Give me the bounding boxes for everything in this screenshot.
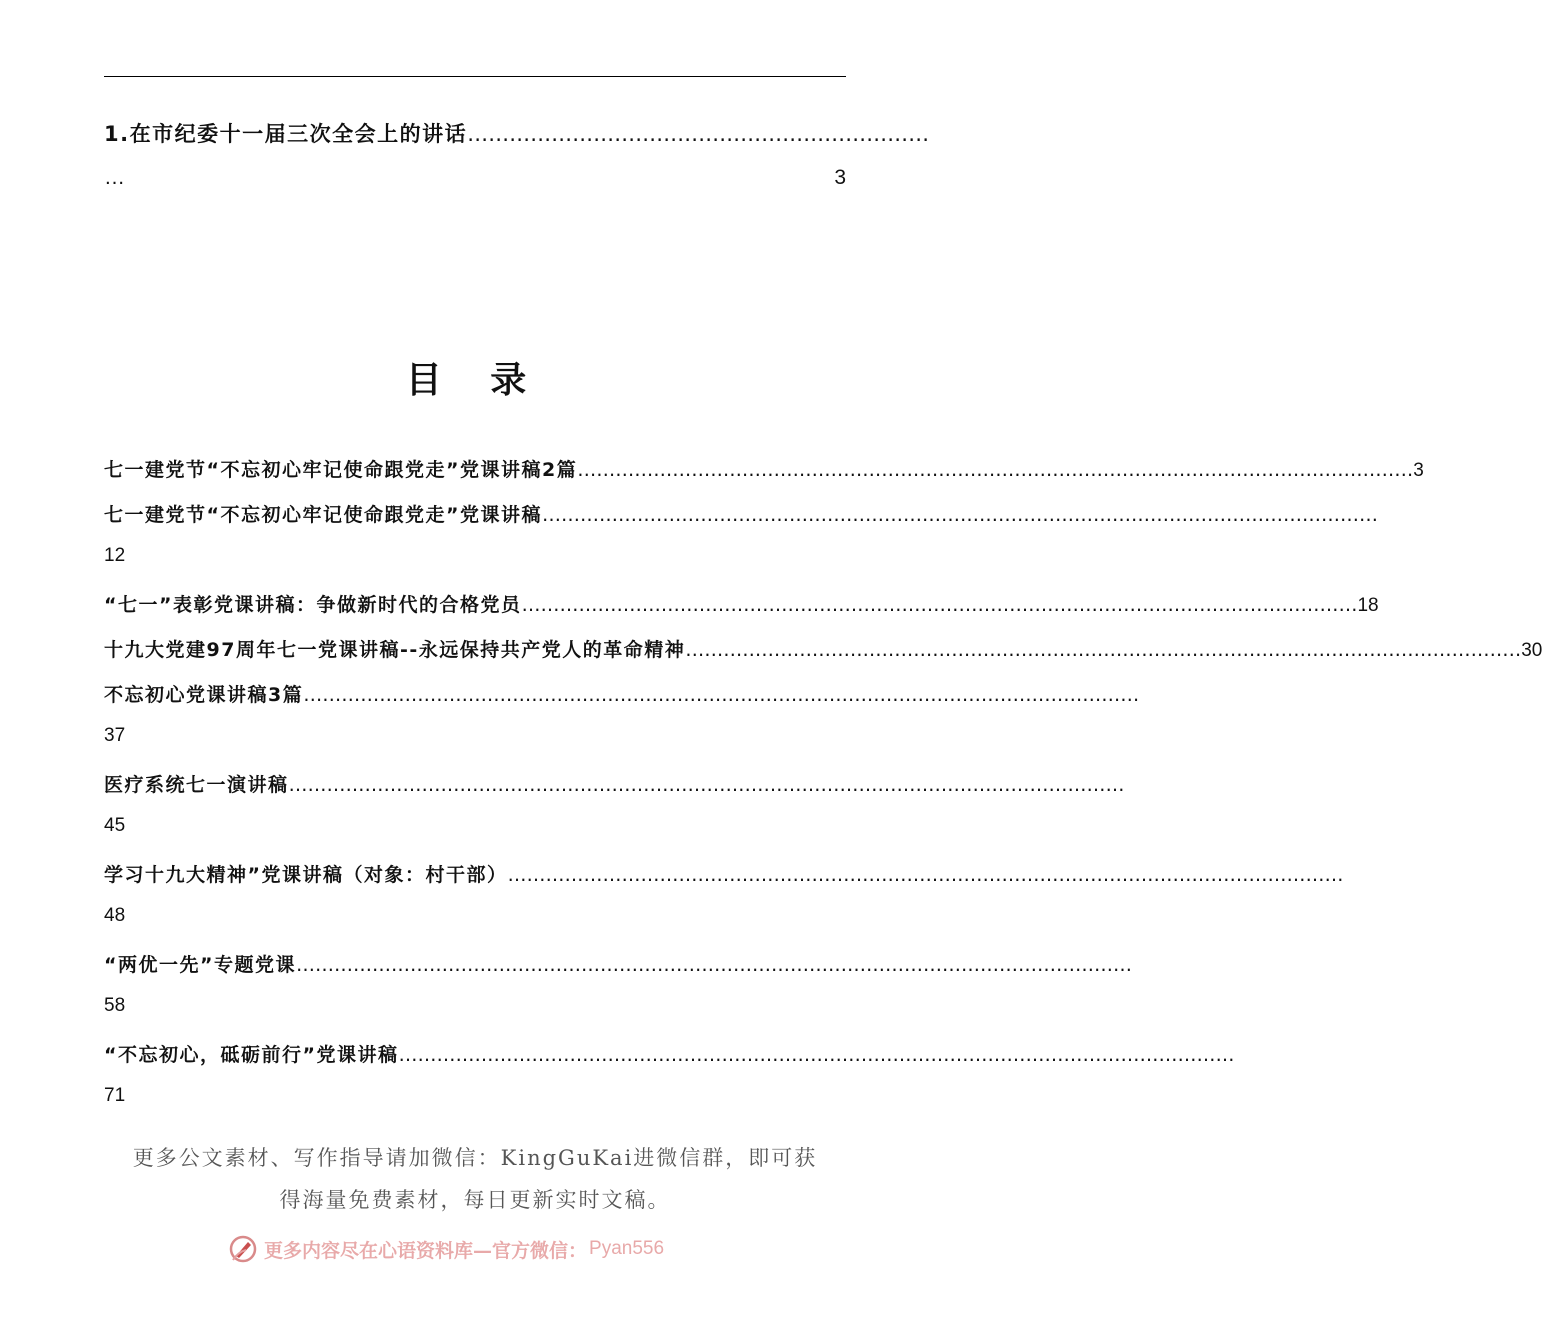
toc-entry-page: 18 bbox=[1357, 595, 1379, 616]
toc-entry-title: 十九大党建97周年七一党课讲稿--永远保持共产党人的革命精神 bbox=[104, 639, 686, 661]
top-entry-leader-cont: … bbox=[104, 166, 125, 189]
toc-entry[interactable] bbox=[104, 500, 1378, 527]
toc-entry-leader: …………………………………………………………………………………………………………………… bbox=[507, 864, 1344, 886]
toc-entry-leader: …………………………………………………………………………………………………………………… bbox=[303, 684, 1140, 706]
watermark-id: Pyan556 bbox=[589, 1238, 665, 1259]
toc-entry-page: 37 bbox=[104, 725, 126, 746]
top-entry-leader: ………………………………………………………… bbox=[467, 122, 930, 146]
top-entry-page: 3 bbox=[834, 166, 846, 189]
pen-circle-logo-icon bbox=[228, 1234, 258, 1264]
promo-line-1: 更多公文素材、写作指导请加微信：KingGuKai进微信群，即可获 bbox=[132, 1146, 818, 1170]
toc-entry-page: 30 bbox=[1521, 640, 1542, 661]
toc-entry[interactable] bbox=[104, 680, 1140, 707]
toc-entry[interactable] bbox=[104, 950, 1132, 977]
toc-entry-title: 学习十九大精神”党课讲稿（对象：村干部） bbox=[104, 864, 508, 886]
top-entry[interactable] bbox=[104, 118, 930, 148]
watermark bbox=[228, 1234, 664, 1264]
toc-entry-title: “七一”表彰党课讲稿：争做新时代的合格党员 bbox=[104, 594, 522, 616]
toc-entry-page: 58 bbox=[104, 995, 126, 1016]
toc-entry[interactable] bbox=[104, 1040, 1235, 1067]
toc-entry-page: 71 bbox=[104, 1085, 126, 1106]
toc-entry-title: 医疗系统七一演讲稿 bbox=[104, 774, 289, 796]
watermark-text: 更多内容尽在心语资料库—官方微信： bbox=[264, 1239, 588, 1262]
toc-entry-page: 45 bbox=[104, 815, 126, 836]
toc-entry-leader: …………………………………………………………………………………………………………………… bbox=[398, 1044, 1235, 1066]
toc-entry[interactable] bbox=[104, 770, 1125, 797]
toc-entry-leader: …………………………………………………………………………………………………………………… bbox=[288, 774, 1125, 796]
toc-entry-leader: …………………………………………………………………………………………………………………… bbox=[685, 639, 1522, 661]
toc-entry-leader: …………………………………………………………………………………………………………………… bbox=[577, 459, 1414, 481]
toc-entry-title: 七一建党节“不忘初心牢记使命跟党走”党课讲稿 bbox=[104, 504, 542, 526]
top-entry-title: 1.在市纪委十一届三次全会上的讲话 bbox=[104, 122, 468, 146]
toc-title: 目 录 bbox=[405, 359, 545, 401]
toc-entry-title: “两优一先”专题党课 bbox=[104, 954, 296, 976]
promo-text bbox=[104, 1137, 846, 1221]
toc-entry-title: 不忘初心党课讲稿3篇 bbox=[104, 684, 304, 706]
toc-entry-title: 七一建党节“不忘初心牢记使命跟党走”党课讲稿2篇 bbox=[104, 459, 578, 481]
toc-entry-leader: …………………………………………………………………………………………………………………… bbox=[521, 594, 1358, 616]
promo-line-2: 得海量免费素材，每日更新实时文稿。 bbox=[279, 1188, 671, 1212]
toc-entry[interactable] bbox=[104, 635, 1542, 662]
toc-entry[interactable] bbox=[104, 455, 1424, 482]
toc-entry-page: 48 bbox=[104, 905, 126, 926]
toc-entry[interactable] bbox=[104, 590, 1379, 617]
header-rule bbox=[104, 76, 846, 77]
toc-entry[interactable] bbox=[104, 860, 1344, 887]
toc-entry-page: 12 bbox=[104, 545, 126, 566]
toc-entry-title: “不忘初心，砥砺前行”党课讲稿 bbox=[104, 1044, 399, 1066]
toc-entry-leader: …………………………………………………………………………………………………………………… bbox=[541, 504, 1378, 526]
toc-entry-page: 3 bbox=[1413, 460, 1424, 481]
toc-entry-leader: …………………………………………………………………………………………………………………… bbox=[295, 954, 1132, 976]
